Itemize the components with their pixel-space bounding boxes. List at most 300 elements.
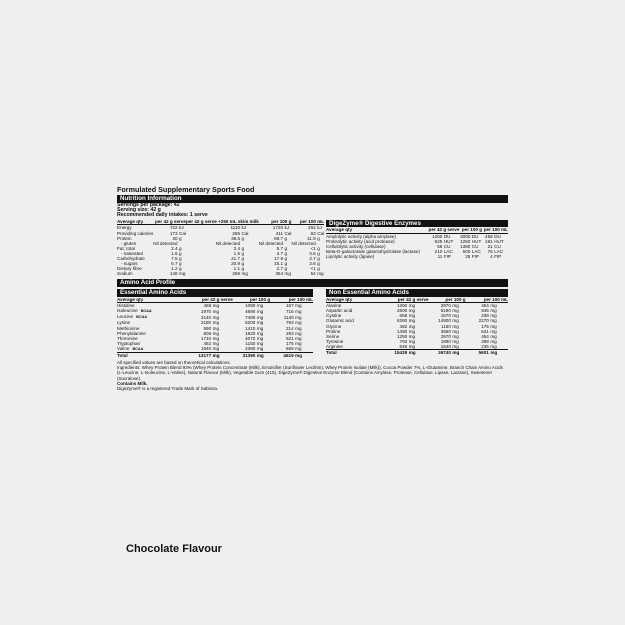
row-name: Cellulolytic activity (cellulase) xyxy=(326,243,386,249)
column-header: per 100 mL xyxy=(483,227,508,233)
cell-value: 30 xyxy=(172,235,178,241)
enzymes-heading: DigeZyme® Digestive Enzymes xyxy=(326,220,508,228)
cell-value: 621 xyxy=(285,335,294,341)
cell-unit: mg xyxy=(295,330,302,336)
cell-unit: mg xyxy=(212,303,220,309)
cell-value: 262 xyxy=(308,225,316,231)
cell-unit: LAC xyxy=(471,249,481,255)
row-name: - saturated xyxy=(121,250,143,256)
cell-unit: mg xyxy=(408,333,416,339)
cell-unit: mg xyxy=(295,325,302,331)
row-name: Tyrosine xyxy=(326,338,344,344)
row-name: Tryptophan xyxy=(117,340,141,346)
recommended-intake: Recommended daily intakes: 1 serve xyxy=(117,212,208,219)
row-name: Threonine xyxy=(117,335,138,341)
cell-unit: mg xyxy=(256,335,264,341)
cell-value: 1710 xyxy=(200,335,212,341)
cell-unit: HUT xyxy=(494,238,504,244)
cell-value: 1490 xyxy=(396,328,408,334)
nutrition-columns xyxy=(117,203,508,277)
cell-value: 658 xyxy=(399,313,408,319)
cell-value: 1920 xyxy=(245,330,256,336)
cell-unit: g xyxy=(284,255,288,261)
nonessential-table xyxy=(326,297,508,356)
cell-unit: mg xyxy=(256,320,264,326)
column-header: per 42 g serve xyxy=(375,297,429,303)
cell-value: 482 xyxy=(203,340,212,346)
serving-size: Serving size: 42 g xyxy=(117,207,161,213)
cell-unit: LAC xyxy=(494,249,504,255)
cell-unit: mg xyxy=(256,314,264,320)
cell-value: 2.7 xyxy=(309,255,316,261)
cell-value: 1110 xyxy=(230,225,241,231)
cell-value: 1380 xyxy=(460,243,471,249)
cell-value: 4690 xyxy=(245,308,256,314)
cell-unit: mg xyxy=(212,320,220,326)
cell-unit: g xyxy=(284,245,288,251)
cell-value: 793 xyxy=(399,338,408,344)
cell-value: 239 xyxy=(481,313,489,319)
cell-unit: g xyxy=(241,261,245,267)
essential-heading: Essential Amino Acids xyxy=(117,289,313,297)
cell-value: 1890 xyxy=(440,338,451,344)
cell-value: 806 xyxy=(203,330,212,336)
row-name: Histidine xyxy=(117,303,135,309)
amino-heading: Amino Acid Profile xyxy=(117,279,508,287)
cell-unit: DU xyxy=(494,233,501,239)
cell-unit: mg xyxy=(408,303,416,309)
row-label xyxy=(117,271,153,276)
row-name: Lysine xyxy=(117,320,131,326)
cell-unit: g xyxy=(317,250,320,256)
cell-unit: mg xyxy=(490,303,497,309)
cell-value: 1250 xyxy=(460,238,471,244)
cell-value: Nil detected xyxy=(291,240,316,246)
cell-unit: mg xyxy=(295,314,302,320)
column-header: per 42 g serve xyxy=(178,297,233,303)
cell-unit: mg xyxy=(241,271,248,277)
cell-value: Nil detected xyxy=(215,240,241,246)
cell-unit: FIP xyxy=(443,254,451,260)
cell-value: 2970 xyxy=(440,303,451,309)
bcaa-tag: BCAA xyxy=(136,315,148,320)
table-row xyxy=(117,346,313,353)
page-title: Formulated Supplementary Sports Food xyxy=(117,185,255,194)
cell-unit: mg xyxy=(452,303,459,309)
row-name: Energy xyxy=(117,225,132,231)
row-name: Serine xyxy=(326,333,340,339)
cell-unit: FIP xyxy=(494,254,502,260)
cell-value: 2.4 xyxy=(171,245,178,251)
total-label: Total xyxy=(117,352,178,358)
total-label: Total xyxy=(326,349,375,355)
row-name: Carbohydrate xyxy=(117,255,145,261)
total-value: 31390 xyxy=(233,352,256,358)
cell-value: 54 xyxy=(310,271,316,277)
cell-value: 11 xyxy=(437,254,443,260)
cell-unit: g xyxy=(317,235,320,241)
cell-value: 148 xyxy=(169,271,178,277)
row-name: Phenylalanine xyxy=(117,330,146,336)
cell-value: 2180 xyxy=(200,320,212,326)
cell-unit: mg xyxy=(295,303,302,309)
cell-value: 2970 xyxy=(440,333,451,339)
cell-unit: mg xyxy=(256,346,264,352)
column-header: per 100 g xyxy=(459,227,482,233)
cell-unit: g xyxy=(284,261,288,267)
cell-value: 541 xyxy=(481,328,489,334)
cell-unit: mg xyxy=(295,335,302,341)
footer xyxy=(117,360,508,391)
cell-unit: kJ xyxy=(284,225,290,231)
cell-unit: mg xyxy=(490,333,497,339)
cell-unit: mg xyxy=(256,325,264,331)
cell-value: 21 xyxy=(487,243,493,249)
cell-value: 5.7 xyxy=(276,245,284,251)
cell-unit: g xyxy=(179,266,182,272)
cell-unit: mg xyxy=(212,340,220,346)
cell-unit: kJ xyxy=(241,225,247,231)
cell-unit: g xyxy=(317,266,320,272)
row-name: Glutamic acid xyxy=(326,318,354,324)
column-header: per 100 g xyxy=(259,219,292,225)
cell-value: 235 xyxy=(481,343,489,349)
cell-unit: mg xyxy=(490,323,497,329)
total-value: 13177 xyxy=(178,352,211,358)
row-name: Dietary fibre xyxy=(117,266,142,272)
cell-value: 6.7 xyxy=(171,261,178,267)
cell-unit: Cal xyxy=(317,230,325,236)
essential-section xyxy=(117,289,313,358)
cell-value: 1250 xyxy=(396,333,408,339)
row-name: Arginine xyxy=(326,343,343,349)
cell-unit: HUT xyxy=(471,238,482,244)
cell-unit: mg xyxy=(295,320,302,326)
nutrition-info xyxy=(117,201,325,277)
cell-value: 175 xyxy=(481,323,489,329)
nutrition-table xyxy=(117,219,324,277)
column-header: per 42 g serve xyxy=(426,227,459,233)
cell-value: 793 xyxy=(285,320,294,326)
cell-unit: mg xyxy=(212,330,220,336)
cell-unit: DU xyxy=(443,233,451,239)
cell-value: 2.6 xyxy=(309,261,316,267)
column-header: Average qty xyxy=(326,297,375,303)
cell-unit: mg xyxy=(179,271,186,277)
cell-value: 214 xyxy=(285,325,294,331)
cell-unit: g xyxy=(241,266,245,272)
cell-value: 1570 xyxy=(440,313,451,319)
cell-value: 3560 xyxy=(440,328,451,334)
cell-value: 722 xyxy=(169,225,178,231)
cell-value: 266 xyxy=(232,271,241,277)
cell-unit: mg xyxy=(452,328,459,334)
cell-unit: g xyxy=(241,245,245,251)
cell-unit: mg xyxy=(408,338,416,344)
cell-unit: mg xyxy=(452,318,459,324)
cell-value: 945 xyxy=(481,308,489,314)
cell-value: 1250 xyxy=(396,303,408,309)
amino-columns xyxy=(117,289,508,358)
total-value: 5601 xyxy=(466,349,489,355)
cell-value: 17.9 xyxy=(274,255,284,261)
cell-value: <1 xyxy=(310,245,316,251)
cell-value: 1150 xyxy=(245,340,256,346)
cell-unit: mg xyxy=(452,338,459,344)
cell-value: 1.6 xyxy=(171,250,178,256)
cell-unit: kJ xyxy=(179,225,184,231)
cell-unit: mg xyxy=(408,318,416,324)
cell-unit: mg xyxy=(490,338,497,344)
cell-unit: mg xyxy=(490,343,497,349)
cell-value: 6190 xyxy=(440,308,451,314)
cell-value: 1.2 xyxy=(171,266,178,272)
cell-value: 1720 xyxy=(272,225,284,231)
total-row xyxy=(326,349,508,355)
column-header: Average qty xyxy=(326,227,426,233)
cell-value: 191 xyxy=(485,238,493,244)
cell-value: 454 xyxy=(481,333,489,339)
cell-unit: mg xyxy=(452,323,459,329)
cell-unit: g xyxy=(241,235,245,241)
row-name: Isoleucine xyxy=(117,308,138,314)
cell-value: 525 xyxy=(434,238,443,244)
cell-unit: Cal xyxy=(179,230,186,236)
cell-unit: mg xyxy=(452,343,459,349)
bcaa-tag: BCAA xyxy=(140,309,152,314)
cell-value: 175 xyxy=(285,340,294,346)
total-row xyxy=(117,352,313,358)
column-header: per 100 mL xyxy=(466,297,508,303)
cell-value: 1540 xyxy=(440,343,451,349)
cell-unit: g xyxy=(179,250,182,256)
cell-value: 500 xyxy=(462,249,471,255)
cell-unit: mg xyxy=(452,308,459,314)
cell-value: 69.7 xyxy=(274,235,284,241)
cell-unit: mg xyxy=(490,328,497,334)
cell-value: 1260 xyxy=(432,233,443,239)
row-name: Sodium xyxy=(117,271,133,277)
contains-milk: Contains Milk. xyxy=(117,380,148,386)
cell-unit: g xyxy=(317,255,320,261)
trademark-note: DigeZyme® is a registered Trade Mark of Sabinsa. xyxy=(117,386,219,392)
column-header: per 100 g xyxy=(429,297,466,303)
cell-value: 38.5 xyxy=(231,235,241,241)
total-unit: mg xyxy=(255,352,270,358)
nonessential-section xyxy=(326,289,508,355)
cell-unit: g xyxy=(284,235,288,241)
cell-value: 3.7 xyxy=(276,250,284,256)
enzymes-table xyxy=(326,227,508,259)
cell-value: 293 xyxy=(285,330,294,336)
cell-unit: Cal xyxy=(284,230,292,236)
cell-unit: mg xyxy=(295,308,302,314)
row-name: Cystine xyxy=(326,313,342,319)
cell-value: 458 xyxy=(485,233,493,239)
cell-unit: g xyxy=(284,266,288,272)
cell-value: 411 xyxy=(275,230,284,236)
cell-unit: mg xyxy=(256,308,264,314)
cell-value: 1090 xyxy=(245,303,256,309)
total-unit: mg xyxy=(211,352,233,358)
total-unit: mg xyxy=(451,349,466,355)
total-unit: mg xyxy=(489,349,508,355)
cell-value: 590 xyxy=(203,325,212,331)
flavour-label: Chocolate Flavour xyxy=(126,543,222,555)
cell-value: 1.5 xyxy=(233,250,241,256)
row-name: Fat, total xyxy=(117,245,135,251)
cell-value: 21.7 xyxy=(231,255,241,261)
cell-unit: mg xyxy=(295,346,302,352)
cell-unit: mg xyxy=(408,313,416,319)
cell-value: 2.7 xyxy=(276,266,284,272)
cell-value: 288 xyxy=(481,338,489,344)
cell-unit: kJ xyxy=(317,225,322,231)
cell-unit: mg xyxy=(256,303,264,309)
cell-unit: mg xyxy=(490,313,497,319)
row-name: Proteolytic activity (acid protease) xyxy=(326,238,395,244)
row-name: Amylolytic activity (alpha amylase) xyxy=(326,233,396,239)
cell-value: 646 xyxy=(399,343,408,349)
cell-value: 2270 xyxy=(478,318,489,324)
cell-value: 1.1 xyxy=(233,266,241,272)
row-name: Glycine xyxy=(326,323,342,329)
row-label xyxy=(117,346,178,353)
cell-value: 25 xyxy=(465,254,471,260)
cell-value: 173 xyxy=(169,230,178,236)
cell-unit: mg xyxy=(256,340,264,346)
cell-unit: g xyxy=(241,255,245,261)
row-name: Beta-D-galactoside galactohydrolase (lactase) xyxy=(326,249,420,255)
cell-value: 458 xyxy=(203,303,212,309)
cell-unit: mg xyxy=(212,335,220,341)
cell-value: 669 xyxy=(285,346,294,352)
cell-unit: mg xyxy=(452,313,459,319)
cell-value: <1 xyxy=(310,266,316,272)
cell-unit: g xyxy=(179,261,182,267)
row-name: Valine xyxy=(117,345,130,351)
cell-value: 11.9 xyxy=(307,235,316,241)
cell-unit: mg xyxy=(317,271,324,277)
total-unit: mg xyxy=(407,349,428,355)
cell-unit: mg xyxy=(284,271,291,277)
cell-value: 6260 xyxy=(396,318,408,324)
cell-value: 1140 xyxy=(283,314,294,320)
cell-unit: FIP xyxy=(471,254,479,260)
cell-value: 2.4 xyxy=(233,245,241,251)
row-name: Lipolytic activity (lipase) xyxy=(326,254,375,260)
row-name: Aspartic acid xyxy=(326,308,353,314)
cell-value: 20.9 xyxy=(231,261,241,267)
table-row xyxy=(326,254,508,259)
cell-value: 482 xyxy=(399,323,408,329)
row-name: Providing calories xyxy=(117,230,154,236)
row-name: - gluten xyxy=(121,240,137,246)
cell-unit: mg xyxy=(408,323,416,329)
cell-value: 3000 xyxy=(460,233,471,239)
cell-unit: mg xyxy=(212,314,220,320)
cell-value: 7480 xyxy=(245,314,256,320)
cell-unit: mg xyxy=(295,340,302,346)
cell-value: Nil detected xyxy=(258,240,284,246)
cell-value: 4 xyxy=(490,254,493,260)
cell-unit: g xyxy=(241,250,245,256)
cell-value: 58 xyxy=(437,243,443,249)
cell-value: 4070 xyxy=(245,335,256,341)
cell-value: 76 xyxy=(487,249,493,255)
cell-unit: g xyxy=(284,250,288,256)
row-label xyxy=(326,254,426,259)
row-name: Alanine xyxy=(326,303,342,309)
cell-value: 1970 xyxy=(200,308,212,314)
cell-value: 7.5 xyxy=(171,255,178,261)
cell-unit: g xyxy=(179,245,182,251)
row-name: Protein xyxy=(117,235,132,241)
cell-unit: DU xyxy=(471,233,479,239)
cell-value: 265 xyxy=(232,230,241,236)
column-header: Average qty xyxy=(117,219,153,225)
cell-unit: mg xyxy=(408,328,416,334)
nonessential-heading: Non Essential Amino Acids xyxy=(326,289,508,297)
cell-unit: mg xyxy=(452,333,459,339)
cell-unit: g xyxy=(179,255,182,261)
cell-unit: g xyxy=(317,245,320,251)
row-name: Methionine xyxy=(117,325,140,331)
cell-value: 1840 xyxy=(200,346,212,352)
calc-note: All specified values are based on theoretical calculations. xyxy=(117,360,231,366)
column-header: per 42 g serve +250 mL skim milk xyxy=(185,218,259,224)
cell-value: 167 xyxy=(285,303,294,309)
total-value: 15429 xyxy=(375,349,408,355)
cell-unit: g xyxy=(317,261,320,267)
column-header: per 42 g serve xyxy=(155,218,186,224)
cell-value: 3140 xyxy=(200,314,212,320)
cell-unit: LAC xyxy=(443,249,453,255)
column-header: per 100 mL xyxy=(270,297,313,303)
cell-value: 4380 xyxy=(245,346,256,352)
table-row xyxy=(117,271,324,276)
cell-value: Nil detected xyxy=(153,240,178,246)
cell-value: 63 xyxy=(310,230,316,236)
row-name: - sugars xyxy=(121,261,138,267)
bcaa-tag: BCAA xyxy=(132,346,144,351)
cell-value: 716 xyxy=(285,308,294,314)
column-header: Average qty xyxy=(117,297,178,303)
nutrition-panel xyxy=(117,186,508,391)
cell-unit: HUT xyxy=(443,238,454,244)
servings-per-package: Servings per package: 42 xyxy=(117,201,180,208)
row-name: Proline xyxy=(326,328,341,334)
cell-unit: CU xyxy=(471,243,479,249)
total-value: 4619 xyxy=(270,352,294,358)
cell-value: 1150 xyxy=(441,323,451,329)
ingredients: Ingredients: Whey Protein Blend 93% (Whey Protein Concentrate (Milk), Emulsifier (Sunflower Lecithin), Whey Protein Isolate (Milk)), Cocoa Powder 7%, L-Glutamine, Branch Chain Amino Acids (L-Leucine, L-Isoleucine, L-Valine), Natural Flavour (Milk), Vegetable Gum (415), DigeZyme® Digestive Enzyme Blend (Contains Amylase, Protease, Cellulase, Lipase, Lactase), Sweetener (Sucralose). xyxy=(117,365,503,381)
total-unit: mg xyxy=(294,352,313,358)
nutrition-heading: Nutrition Information xyxy=(117,195,508,203)
cell-unit: Cal xyxy=(241,230,249,236)
cell-unit: CU xyxy=(443,243,451,249)
cell-value: 16.1 xyxy=(274,261,284,267)
cell-unit: mg xyxy=(490,318,497,324)
cell-unit: mg xyxy=(256,330,264,336)
cell-unit: mg xyxy=(212,346,220,352)
cell-unit: mg xyxy=(212,308,220,314)
essential-table xyxy=(117,297,313,359)
enzymes-section xyxy=(326,203,508,260)
cell-value: 210 xyxy=(434,249,443,255)
cell-value: 2600 xyxy=(396,308,408,314)
row-name: Leucine xyxy=(117,314,134,320)
